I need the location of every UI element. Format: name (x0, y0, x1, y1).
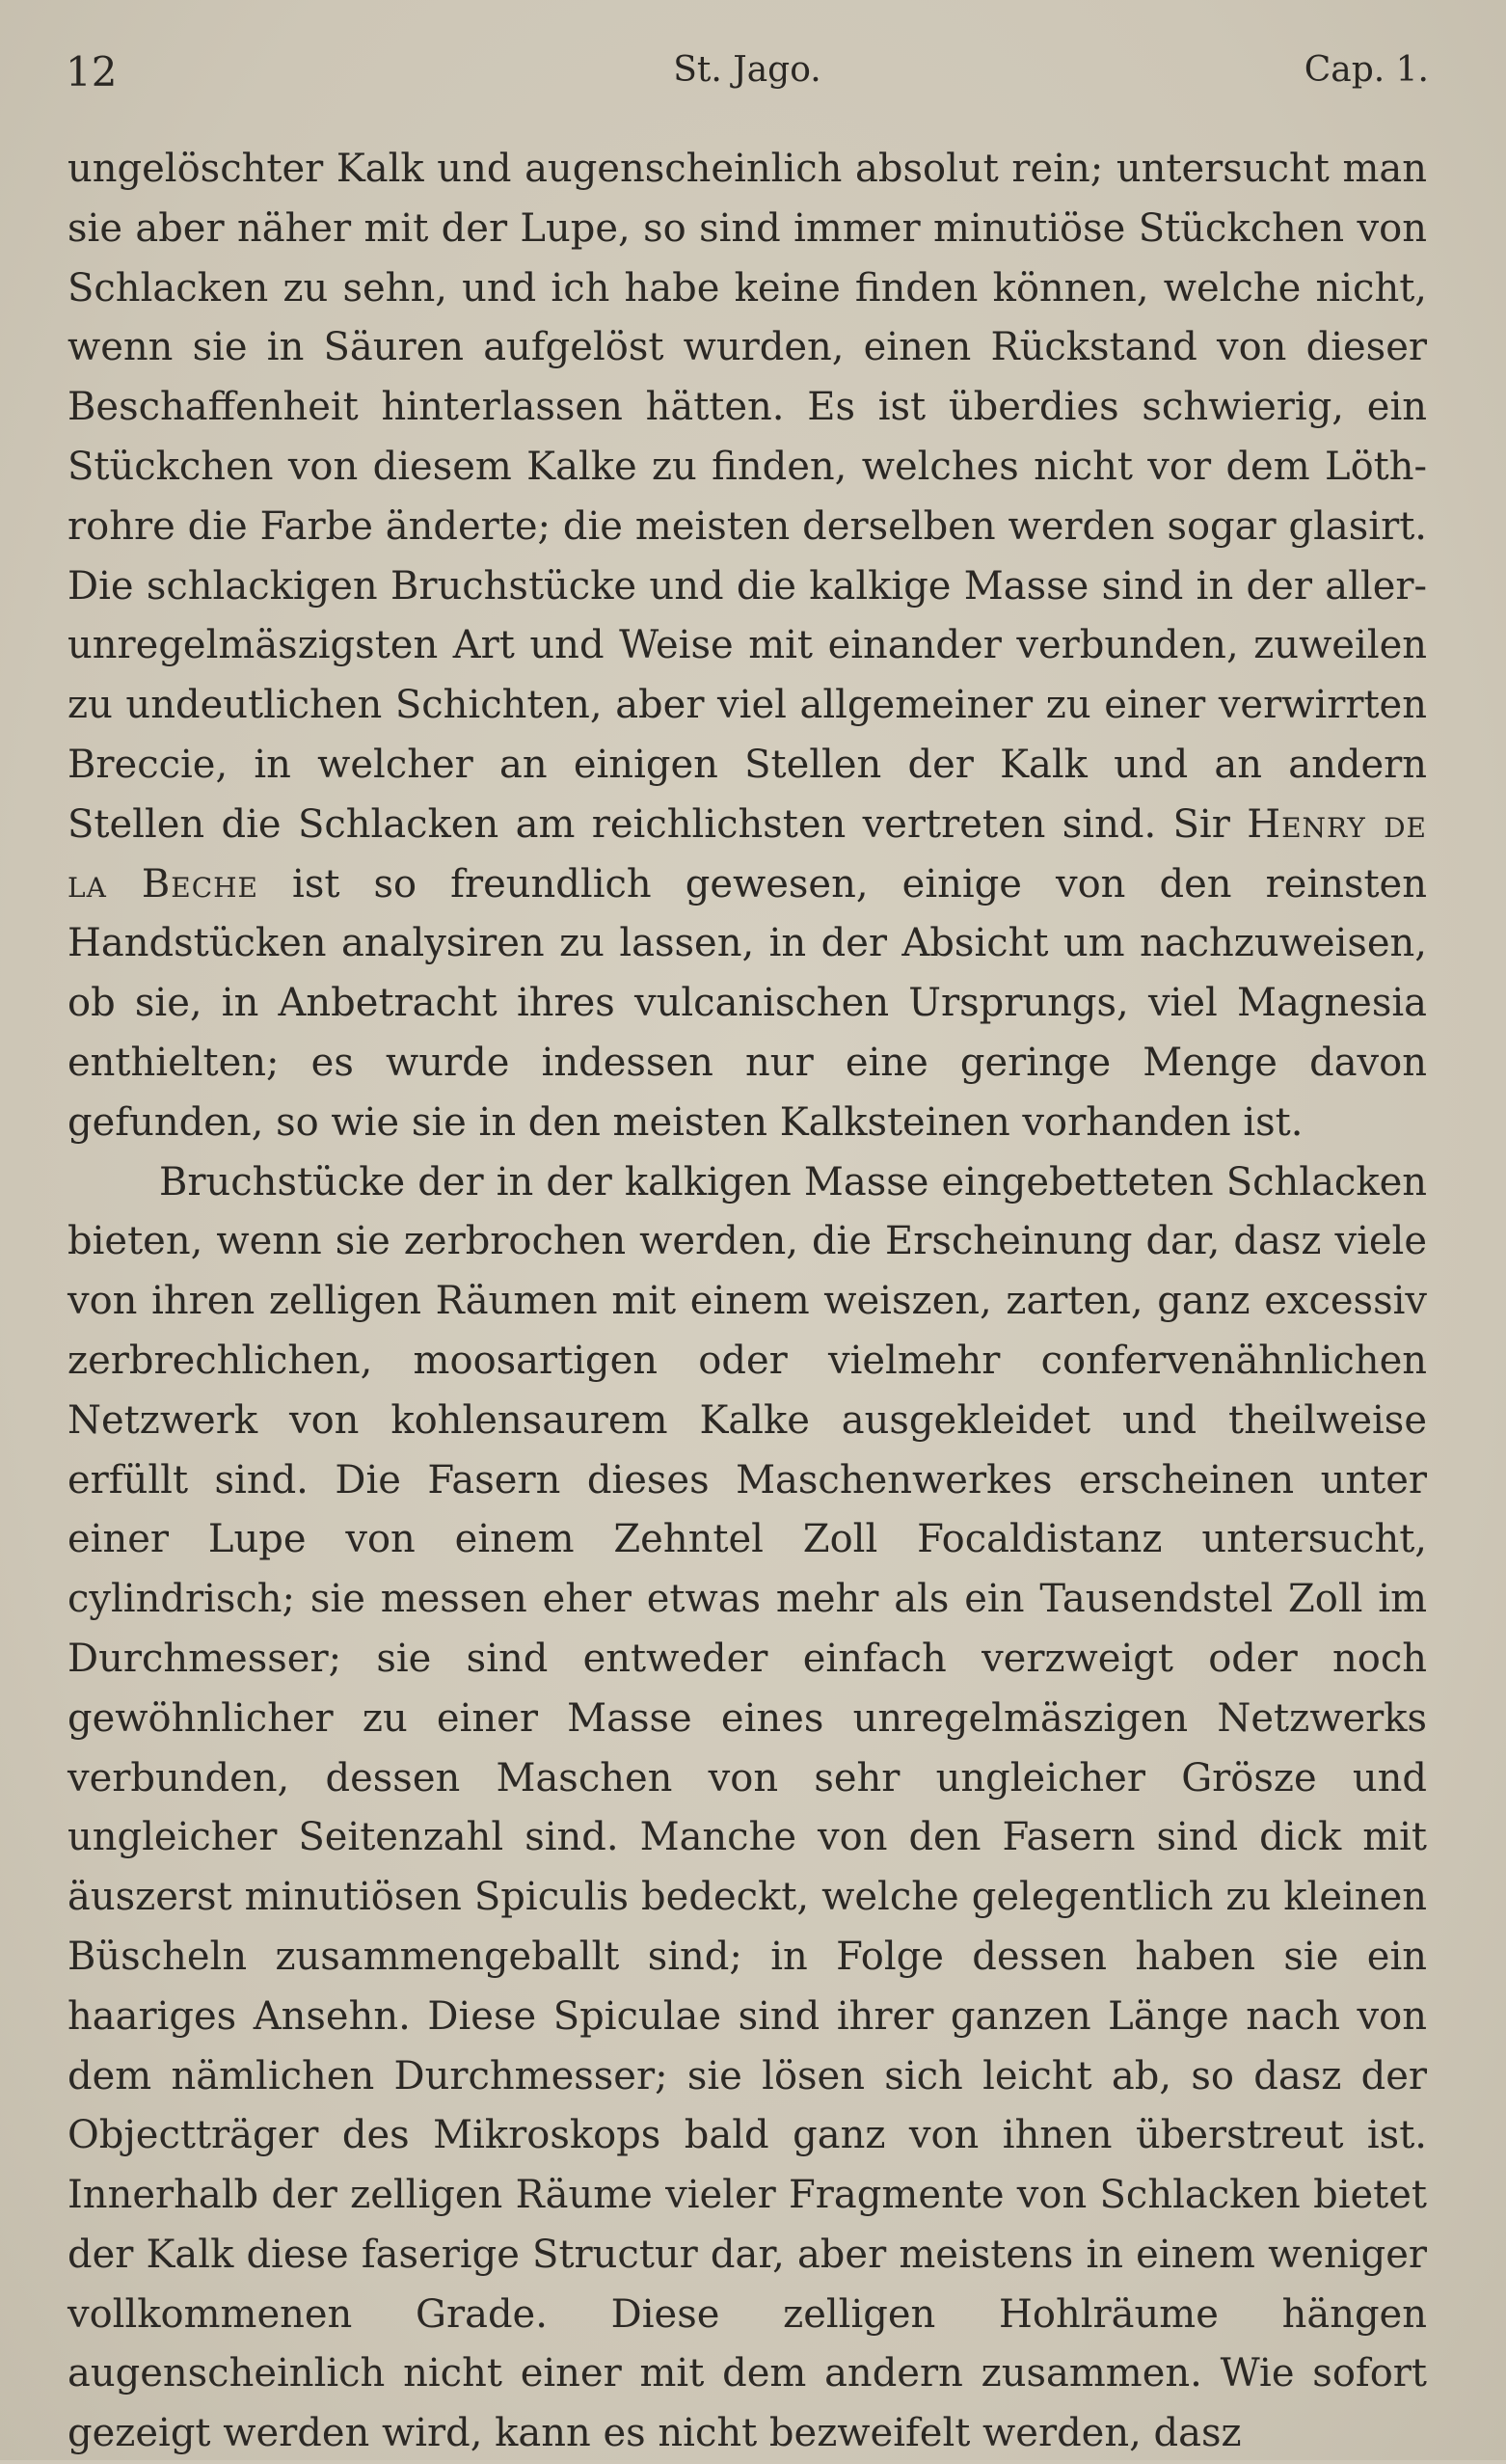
running-title: St. Jago. (673, 50, 821, 90)
paragraph-1 (67, 140, 1427, 1153)
running-header (66, 48, 1429, 106)
body-text (67, 140, 1427, 2464)
paragraph-2: Bruchstücke der in der kalkigen Masse eingebetteten Schlacken bieten, wenn sie zerbrochen werden, die Erscheinung dar, dasz viele von ihren zelligen Räumen mit einem weiszen, zarten, ganz excessiv zerbrechlichen, moosartigen oder vielmehr confervenähnlichen Netzwerk von kohlensaurem Kalke ausgekleidet und theilweise erfüllt sind. Die Fasern dieses Maschenwerkes erscheinen unter einer Lupe von einem Zehntel Zoll Focaldistanz untersucht, cylindrisch; sie messen eher etwas mehr als ein Tausendstel Zoll im Durchmesser; sie sind entweder einfach verzweigt oder noch gewöhnlicher zu einer Masse eines unregelmäszigen Netzwerks verbunden, dessen Maschen von sehr ungleicher Grösze und ungleicher Seitenzahl sind. Manche von den Fasern sind dick mit äuszerst minutiösen Spiculis bedeckt, welche gelegentlich zu kleinen Büscheln zusammengeballt sind; in Folge dessen haben sie ein haariges Ansehn. Diese Spiculae sind ihrer ganzen Länge nach von dem nämlichen Durchmesser; sie lösen sich leicht ab, so dasz der Objectträger des Mikroskops bald ganz von ihnen überstreut ist. Innerhalb der zelligen Räume vieler Fragmente von Schlacken bietet der Kalk diese faserige Structur dar, aber meistens in einem weniger vollkommenen Grade. Diese zelligen Hohlräume hängen augenscheinlich nicht einer mit dem andern zusammen. Wie sofort gezeigt werden wird, kann es nicht bezweifelt werden, dasz (67, 1159, 1427, 2456)
paragraph-1-text-end: ist so freundlich gewesen, einige von den reinsten Handstücken analysiren zu lassen, in der Absicht um nachzuweisen, ob sie, in Anbetracht ihres vulcanischen Ursprungs, viel Magnesia enthielten; es wurde indessen nur eine geringe Menge davon gefunden, so wie sie in den meisten Kalksteinen vorhanden ist. (67, 861, 1427, 1145)
person-name: Henry de la Beche (67, 801, 1427, 907)
page-number: 12 (66, 48, 118, 95)
chapter-label: Cap. 1. (1304, 50, 1429, 90)
paragraph-1-text-start: ungelöschter Kalk und augenscheinlich absolut rein; untersucht man sie aber näher mit der Lupe, so sind immer minutiöse Stückchen von Schlacken zu sehn, und ich habe keine finden können, welche nicht, wenn sie in Säuren aufgelöst wurden, einen Rückstand von dieser Beschaffenheit hinterlassen hätten. Es ist überdies schwierig, ein Stückchen von diesem Kalke zu finden, welches nicht vor dem Löthrohre die Farbe änderte; die meisten derselben werden sogar glasirt. Die schlackigen Bruchstücke und die kalkige Masse sind in der allerunregelmäszigsten Art und Weise mit einander verbunden, zuweilen zu undeutlichen Schichten, aber viel allgemeiner zu einer verwirrten Breccie, in welcher an einigen Stellen der Kalk und an andern Stellen die Schlacken am reichlichsten vertreten sind. Sir (67, 147, 1427, 847)
